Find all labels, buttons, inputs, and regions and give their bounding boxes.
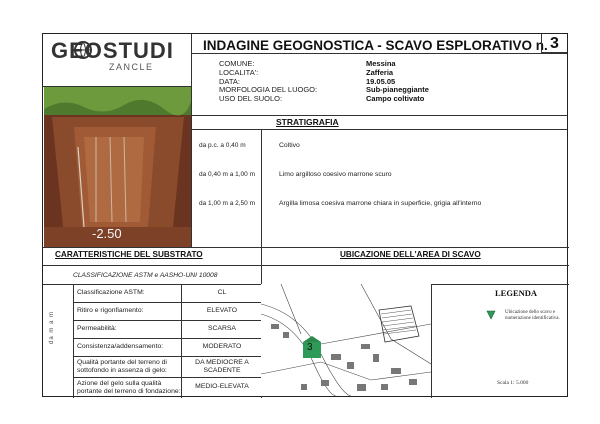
survey-number: 3 xyxy=(541,34,567,53)
location-map xyxy=(261,284,431,396)
divider xyxy=(191,129,567,130)
layer-description: Argilla limosa coesiva marrone chiara in superficie, grigia all'interno xyxy=(279,200,482,207)
depth-range-label: da m a m xyxy=(49,310,55,344)
property-label: Classificazione ASTM: xyxy=(77,289,145,296)
logo-subtext: ZANCLE xyxy=(109,62,154,72)
divider xyxy=(43,247,569,248)
legend-marker-icon xyxy=(486,310,496,320)
property-value: MODERATO xyxy=(202,343,242,350)
legend-description: Ubicazione dello scavo e numerazione identificativa. xyxy=(505,310,560,321)
divider xyxy=(191,34,192,247)
meta-value: Sub-pianeggiante xyxy=(366,85,429,95)
map-image xyxy=(261,284,431,396)
property-label: Permeabilità: xyxy=(77,325,117,332)
meta-label: LOCALITA': xyxy=(219,67,259,77)
property-label: Qualità portante del terreno di sottofondo in assenza di gelo: xyxy=(77,359,167,374)
divider xyxy=(43,265,569,266)
property-label: Consistenza/addensamento: xyxy=(77,343,164,350)
divider xyxy=(261,129,262,247)
property-value: SCARSA xyxy=(208,325,236,332)
property-value: MEDIO-ELEVATA xyxy=(195,383,249,390)
logo-text: GEOSTUDI xyxy=(51,38,174,63)
report-sheet xyxy=(42,33,568,397)
layer-depth: da 1,00 m a 2,50 m xyxy=(199,200,256,207)
excavation-photo-image xyxy=(44,87,191,247)
divider xyxy=(73,302,261,303)
divider xyxy=(431,284,432,398)
property-label: Ritiro e rigonfiamento: xyxy=(77,307,144,314)
divider xyxy=(73,338,261,339)
divider xyxy=(73,320,261,321)
excavation-photo xyxy=(44,87,191,247)
property-value: ELEVATO xyxy=(206,307,238,314)
classification-note: CLASSIFICAZIONE ASTM e AASHO-UNI 10008 xyxy=(73,272,218,279)
meta-values xyxy=(366,60,429,104)
layer-depth: da 0,40 m a 1,00 m xyxy=(199,171,256,178)
legend-title: LEGENDA xyxy=(495,288,538,298)
divider xyxy=(191,115,567,116)
divider xyxy=(73,377,261,378)
depth-label: -2.50 xyxy=(92,226,122,241)
meta-value: Campo coltivato xyxy=(366,94,425,104)
meta-label: USO DEL SUOLO: xyxy=(219,94,283,104)
meta-value: Messina xyxy=(366,59,396,68)
layer-depth: da p.c. a 0,40 m xyxy=(199,142,246,149)
location-heading: UBICAZIONE DELL'AREA DI SCAVO xyxy=(340,250,481,259)
meta-label: MORFOLOGIA DEL LUOGO: xyxy=(219,85,318,95)
company-logo xyxy=(43,34,191,86)
meta-value: Zafferia xyxy=(366,67,394,77)
property-label: Azione del gelo sulla qualità portante del terreno di fondazione: xyxy=(77,380,181,395)
meta-value: 19.05.05 xyxy=(366,76,396,86)
layer-description: Limo argilloso coesivo marrone scuro xyxy=(279,171,392,178)
map-scale: Scala 1: 5.000 xyxy=(497,380,529,386)
divider xyxy=(73,356,261,357)
page-title: INDAGINE GEOGNOSTICA - SCAVO ESPLORATIVO n. xyxy=(203,38,548,53)
meta-label: DATA: xyxy=(219,76,240,86)
property-value: CL xyxy=(217,289,227,296)
stratigraphy-heading: STRATIGRAFIA xyxy=(276,117,339,127)
meta-labels xyxy=(219,60,317,104)
marker-label: 3 xyxy=(307,342,313,353)
divider xyxy=(191,53,567,54)
substrate-heading: CARATTERISTICHE DEL SUBSTRATO xyxy=(55,250,203,259)
property-value: DA MEDIOCRE A SCADENTE xyxy=(195,359,249,374)
meta-label: COMUNE: xyxy=(219,59,255,68)
layer-description: Coltivo xyxy=(279,142,300,149)
